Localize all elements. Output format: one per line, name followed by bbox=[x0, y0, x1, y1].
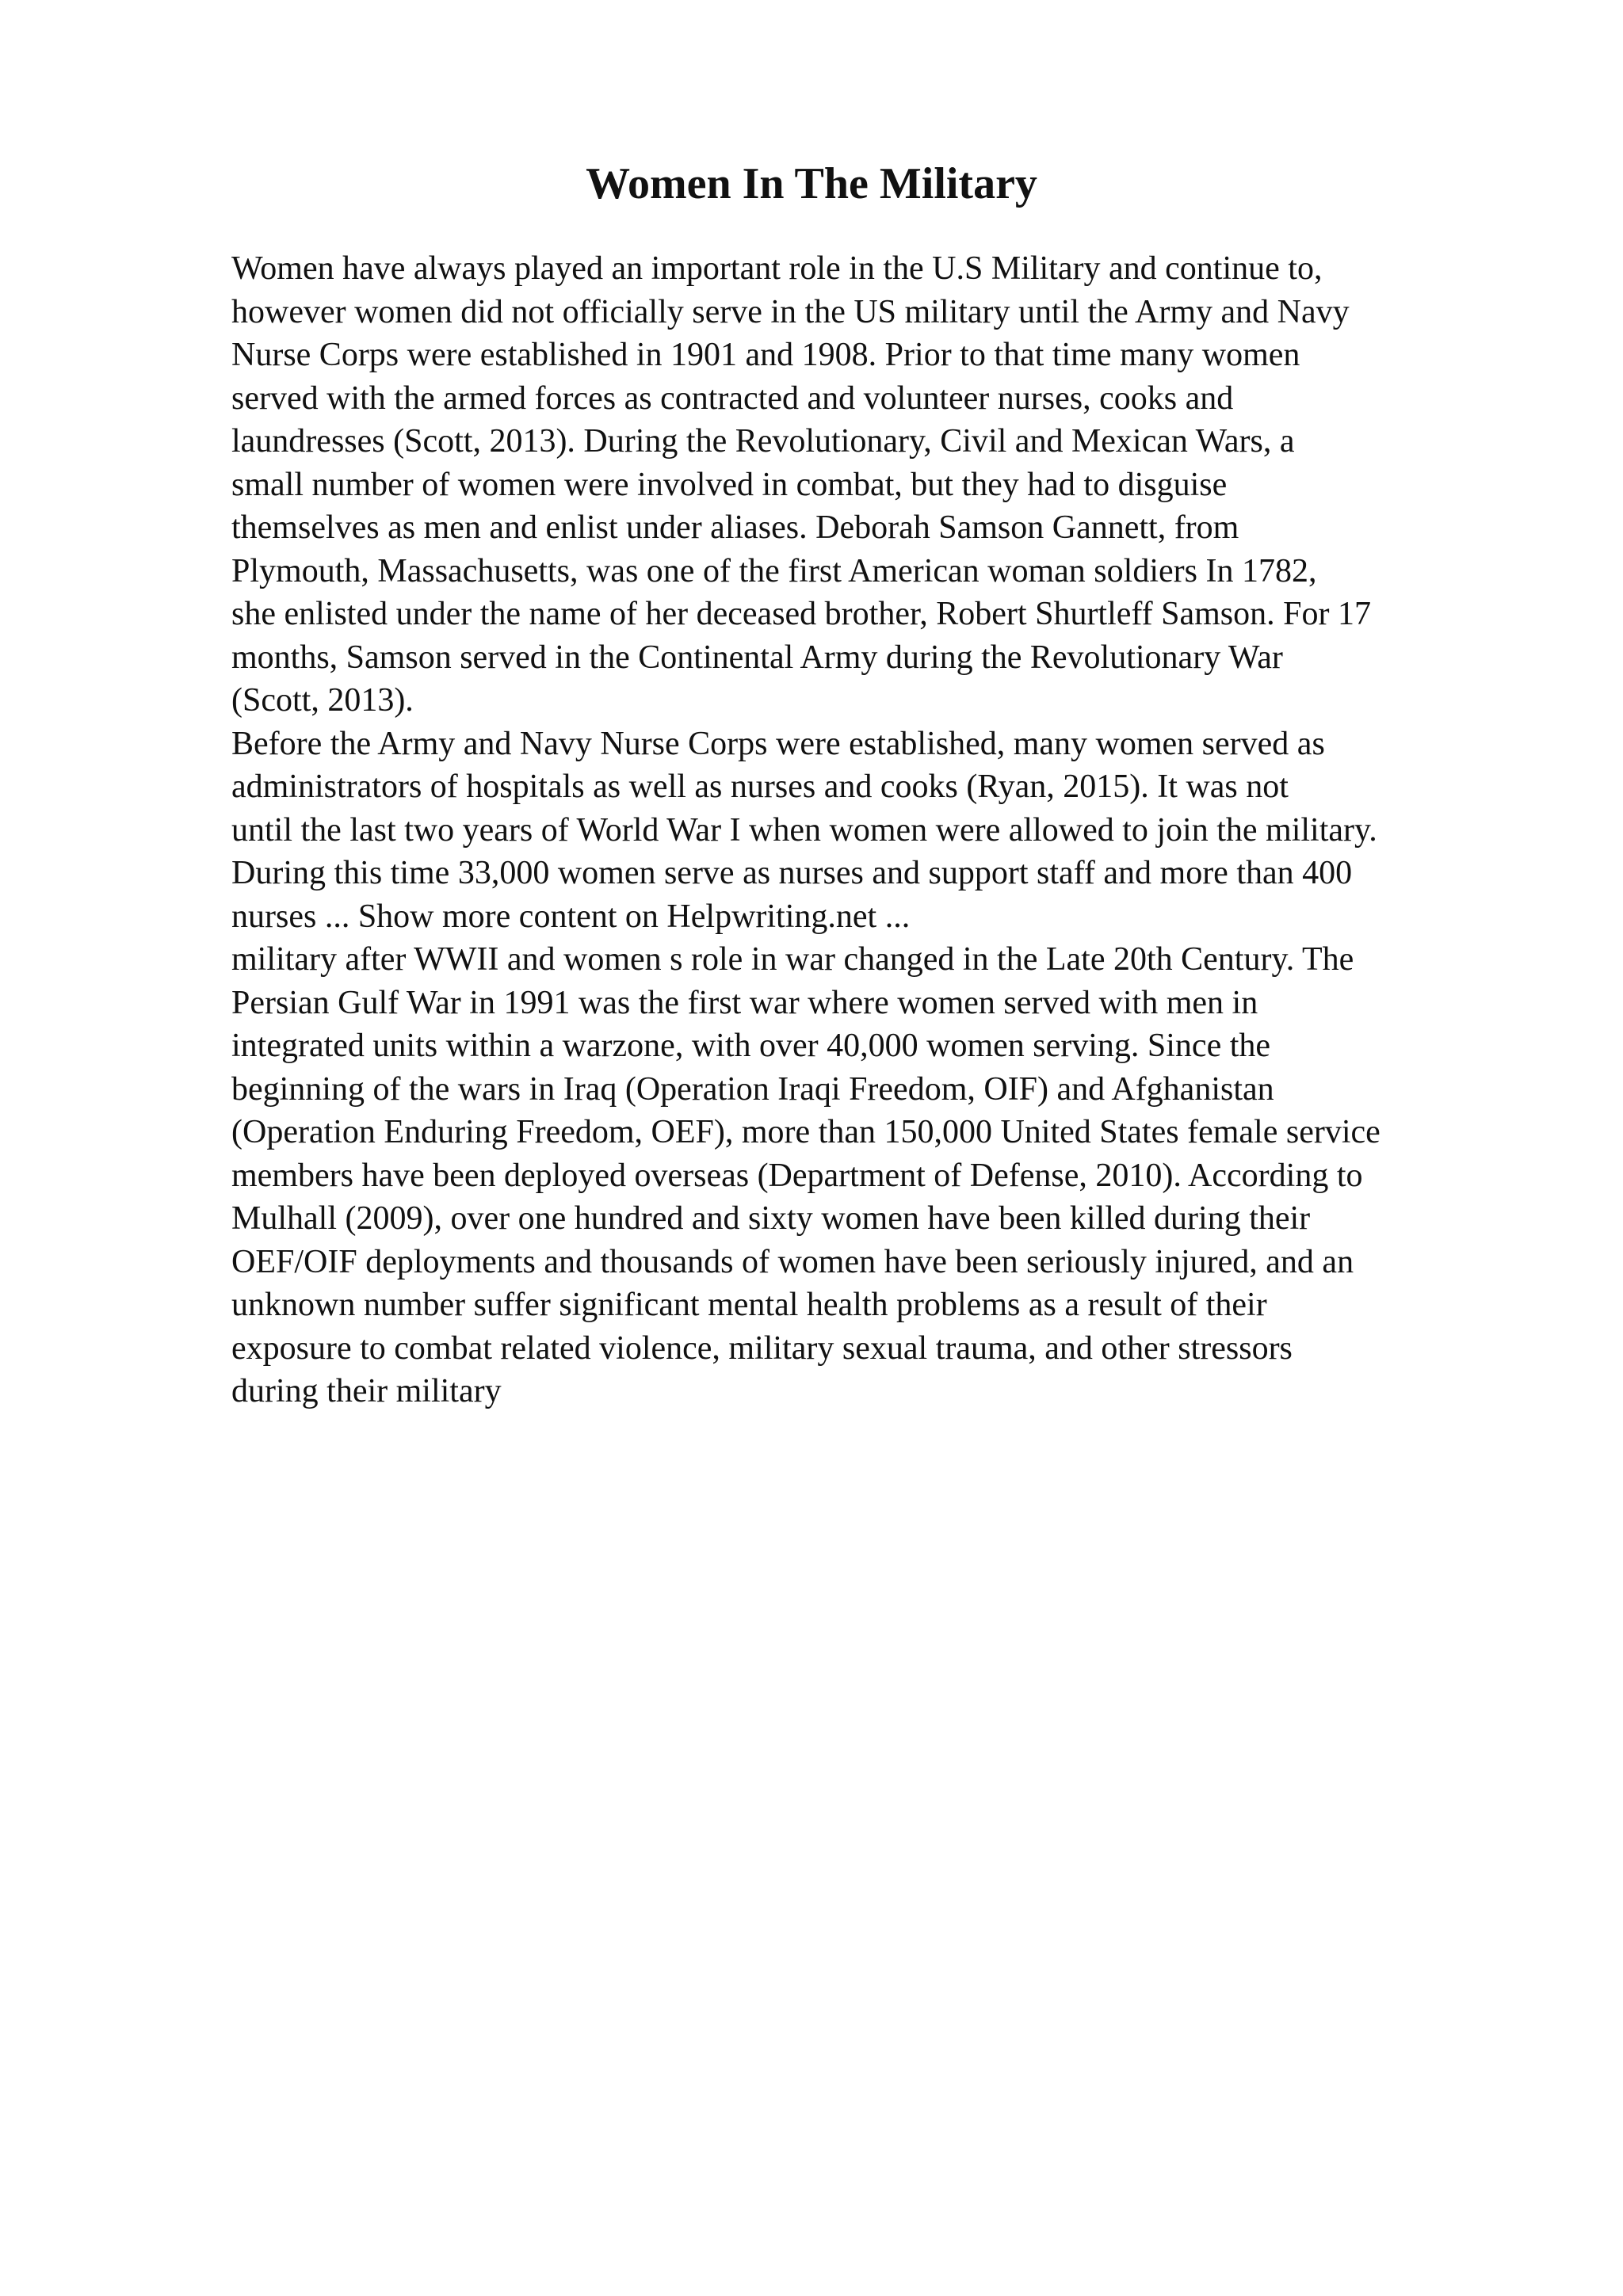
body-line: Persian Gulf War in 1991 was the first war where women served with men in bbox=[231, 984, 1258, 1021]
body-line: (Scott, 2013). bbox=[231, 682, 414, 719]
body-line: served with the armed forces as contracted and volunteer nurses, cooks and bbox=[231, 379, 1234, 417]
body-line: exposure to combat related violence, military sexual trauma, and other stressors bbox=[231, 1329, 1293, 1367]
body-line: unknown number suffer significant mental health problems as a result of their bbox=[231, 1287, 1267, 1323]
body-line: nurses ... Show more content on Helpwriting.net ... bbox=[231, 898, 911, 935]
body-line: Mulhall (2009), over one hundred and sixty women have been killed during their bbox=[231, 1200, 1311, 1237]
body-line: OEF/OIF deployments and thousands of women have been seriously injured, and an bbox=[231, 1243, 1354, 1280]
document-body bbox=[231, 247, 1594, 1413]
body-line: administrators of hospitals as well as nurses and cooks (Ryan, 2015). It was not bbox=[231, 769, 1289, 805]
body-line: Nurse Corps were established in 1901 and 1908. Prior to that time many women bbox=[231, 337, 1300, 373]
body-line: until the last two years of World War I when women were allowed to join the military. bbox=[231, 811, 1377, 849]
body-line: however women did not officially serve in the US military until the Army and Navy bbox=[231, 293, 1350, 330]
body-line: laundresses (Scott, 2013). During the Revolutionary, Civil and Mexican Wars, a bbox=[231, 423, 1295, 460]
body-line: Before the Army and Navy Nurse Corps were established, many women served as bbox=[231, 725, 1325, 762]
body-line: she enlisted under the name of her deceased brother, Robert Shurtleff Samson. For 17 bbox=[231, 596, 1371, 632]
body-line: themselves as men and enlist under aliases. Deborah Samson Gannett, from bbox=[231, 509, 1239, 546]
body-line: military after WWII and women s role in war changed in the Late 20th Century. The bbox=[231, 941, 1354, 978]
body-line: (Operation Enduring Freedom, OEF), more than 150,000 United States female service bbox=[231, 1114, 1381, 1150]
body-line: months, Samson served in the Continental Army during the Revolutionary War bbox=[231, 639, 1283, 676]
body-line: members have been deployed overseas (Department of Defense, 2010). According to bbox=[231, 1157, 1363, 1194]
body-line: Women have always played an important role in the U.S Military and continue to, bbox=[231, 250, 1323, 287]
body-line: beginning of the wars in Iraq (Operation Iraqi Freedom, OIF) and Afghanistan bbox=[231, 1070, 1274, 1108]
body-line: integrated units within a warzone, with over 40,000 women serving. Since the bbox=[231, 1028, 1271, 1064]
body-line: Plymouth, Massachusetts, was one of the first American woman soldiers In 1782, bbox=[231, 552, 1317, 589]
body-line: during their military bbox=[231, 1373, 502, 1409]
body-line: During this time 33,000 women serve as nurses and support staff and more than 400 bbox=[231, 855, 1353, 891]
document-title: Women In The Military bbox=[586, 159, 1037, 208]
body-line: small number of women were involved in combat, but they had to disguise bbox=[231, 466, 1228, 503]
